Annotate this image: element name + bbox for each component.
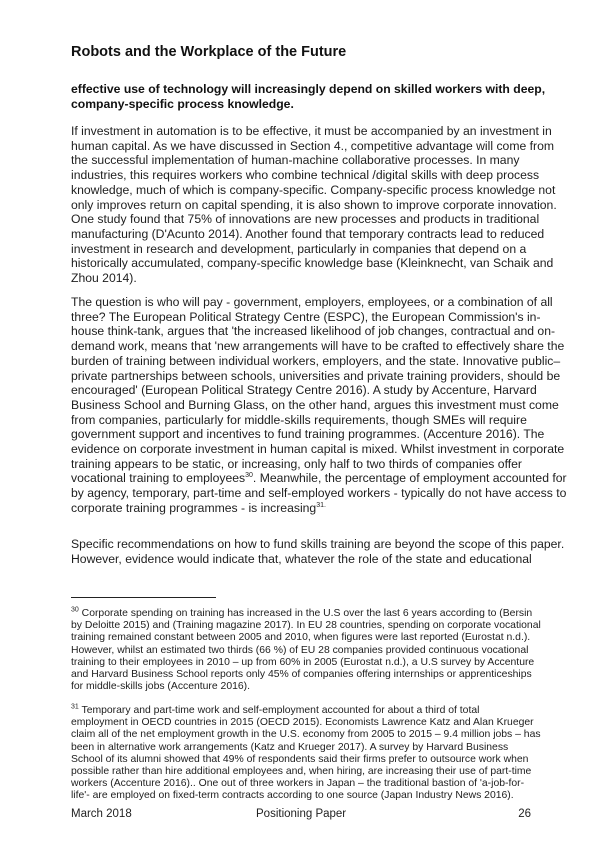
text-segment: Corporate spending on training has increased in the U.S over the last 6 years according to (Bersin [78,608,533,619]
footnote-31 [71,703,541,803]
footnote-ref-30[interactable]: 30 [245,472,253,480]
text-segment: vocational training to employees [71,471,246,486]
text-line: only improves return on capital spending, it is also shown to improve corporate innovation. [71,197,557,212]
footnote-number: 30 [71,606,79,614]
text-line: The question is who will pay - government, employers, employees, or a combination of all [71,295,553,309]
text-line: However, whilst an estimated two thirds (66 %) of EU 28 companies provided continuous vocational [71,644,529,656]
text-line: for middle-skills jobs (Accenture 2016). [71,681,251,693]
text-line: demand work, means that 'new arrangements will have to be crafted to effectively share the [71,339,565,354]
footer-doc-type: Positioning Paper [256,808,347,820]
text-line: Specific recommendations on how to fund skills training are beyond the scope of this paper. [71,537,565,551]
text-line: Zhou 2014). [71,271,137,286]
text-line: training to their employees in 2010 – up from 60% in 2005 (Eurostat n.d.), a U.S survey by Accenture [71,656,535,668]
text-line: employment in OECD countries in 2015 (OECD 2015). Economists Lawrence Katz and Alan Krueger [71,717,534,729]
text-line: the successful implementation of human-machine collaborative processes. In many [71,153,520,168]
text-line: government support and incentives to fund training programmes. (Accenture 2016). The [71,427,545,442]
text-line: claim all of the net employment growth in the U.S. economy from 2005 to 2015 – 9.4 million jobs – has [71,729,541,741]
page-number: 26 [518,808,531,820]
text-line: possible rather than hire additional employees and, when hiring, are increasing their use of part-time [71,766,532,778]
text-line: life'- are employed on fixed-term contracts according to one source (Japan Industry News 2016). [71,790,514,802]
text-line: industries, this requires workers who combine technical /digital skills with deep process [71,168,540,183]
running-header-title: Robots and the Workplace of the Future [71,44,347,60]
text-line: by agency, temporary, part‑time and self‑employed workers - typically do not have access to [71,486,567,501]
text-segment: . Meanwhile, the percentage of employment accounted for [252,471,567,486]
text-line: effective use of technology will increasingly depend on skilled workers with deep, [71,82,546,96]
text-line: investment in research and development, particularly in companies that depend on a [71,241,527,256]
text-line: training remained constant between 2005 and 2010, when figures were last reported (Eurostat n.d.). [71,632,531,644]
text-line: historically accumulated, company-specific knowledge base (Kleinknecht, van Schaik and [71,256,554,271]
text-line: If investment in automation is to be effective, it must be accompanied by an investment in [71,124,552,138]
footnote-number: 31 [71,703,79,711]
paragraph-human-capital [71,124,557,286]
text-line: and Harvard Business School reports only 45% of companies offering internships or apprenticeships [71,669,532,681]
text-line: from companies, particularly for middle-skills requirements, though SMEs will require [71,412,527,427]
footnote-ref-31[interactable]: 31. [316,501,326,509]
text-line: company-specific process knowledge. [71,97,294,111]
paragraph-recommendations [71,537,565,566]
paragraph-who-will-pay [71,295,567,516]
text-line: been in alternative work arrangements (Katz and Krueger 2017). A survey by Harvard Business [71,741,509,753]
text-segment: corporate training programmes - is increasing [71,500,317,515]
text-line: three? The European Political Strategy Centre (ESPC), the European Commission's in- [71,309,541,324]
text-line: training appears to be static, or increasing, only half to two thirds of companies offer [71,456,522,471]
text-line [71,705,533,717]
text-line: by Deloitte 2015) and (Training magazine 2017). In EU 28 countries, spending on corporate vocational [71,620,541,632]
text-line: workers (Accenture 2016).. One out of three workers in Japan – the traditional bastion of 'a-job-for- [71,778,525,790]
text-line: house think-tank, argues that 'the increased likelihood of job changes, contractual and on- [71,324,556,339]
footnote-30 [71,606,541,693]
text-line: private partnerships between schools, universities and private training providers, should be [71,368,561,383]
text-line [71,501,533,516]
lead-text [71,82,546,112]
text-line: evidence on corporate investment in human capital is mixed. Whilst investment in corporate [71,442,565,457]
text-line: manufacturing (D'Acunto 2014). Another found that temporary contracts lead to reduced [71,226,545,241]
text-line [71,471,567,486]
text-line: knowledge, much of which is company-specific. Company-specific process knowledge not [71,182,556,197]
text-line: burden of training between individual workers, employers, and the state. Innovative public– [71,353,561,368]
text-line: encouraged' (European Political Strategy Centre 2016). A study by Accenture, Harvard [71,383,537,398]
text-line: However, evidence would indicate that, whatever the role of the state and educational [71,551,532,566]
text-line [71,608,533,620]
footer-date: March 2018 [71,808,132,820]
text-segment: Temporary and part‑time work and self‑employment accounted for about a third of total [78,705,480,716]
text-line: Business School and Burning Glass, on the other hand, argues this investment must come [71,397,559,412]
text-line: human capital. As we have discussed in Section 4., competitive advantage will come from [71,138,555,153]
footnote-separator [71,597,216,598]
text-line: School of its alumni showed that 49% of respondents said their firms prefer to outsource work when [71,753,529,765]
text-line: One study found that 75% of innovations are new processes and products in traditional [71,212,540,227]
